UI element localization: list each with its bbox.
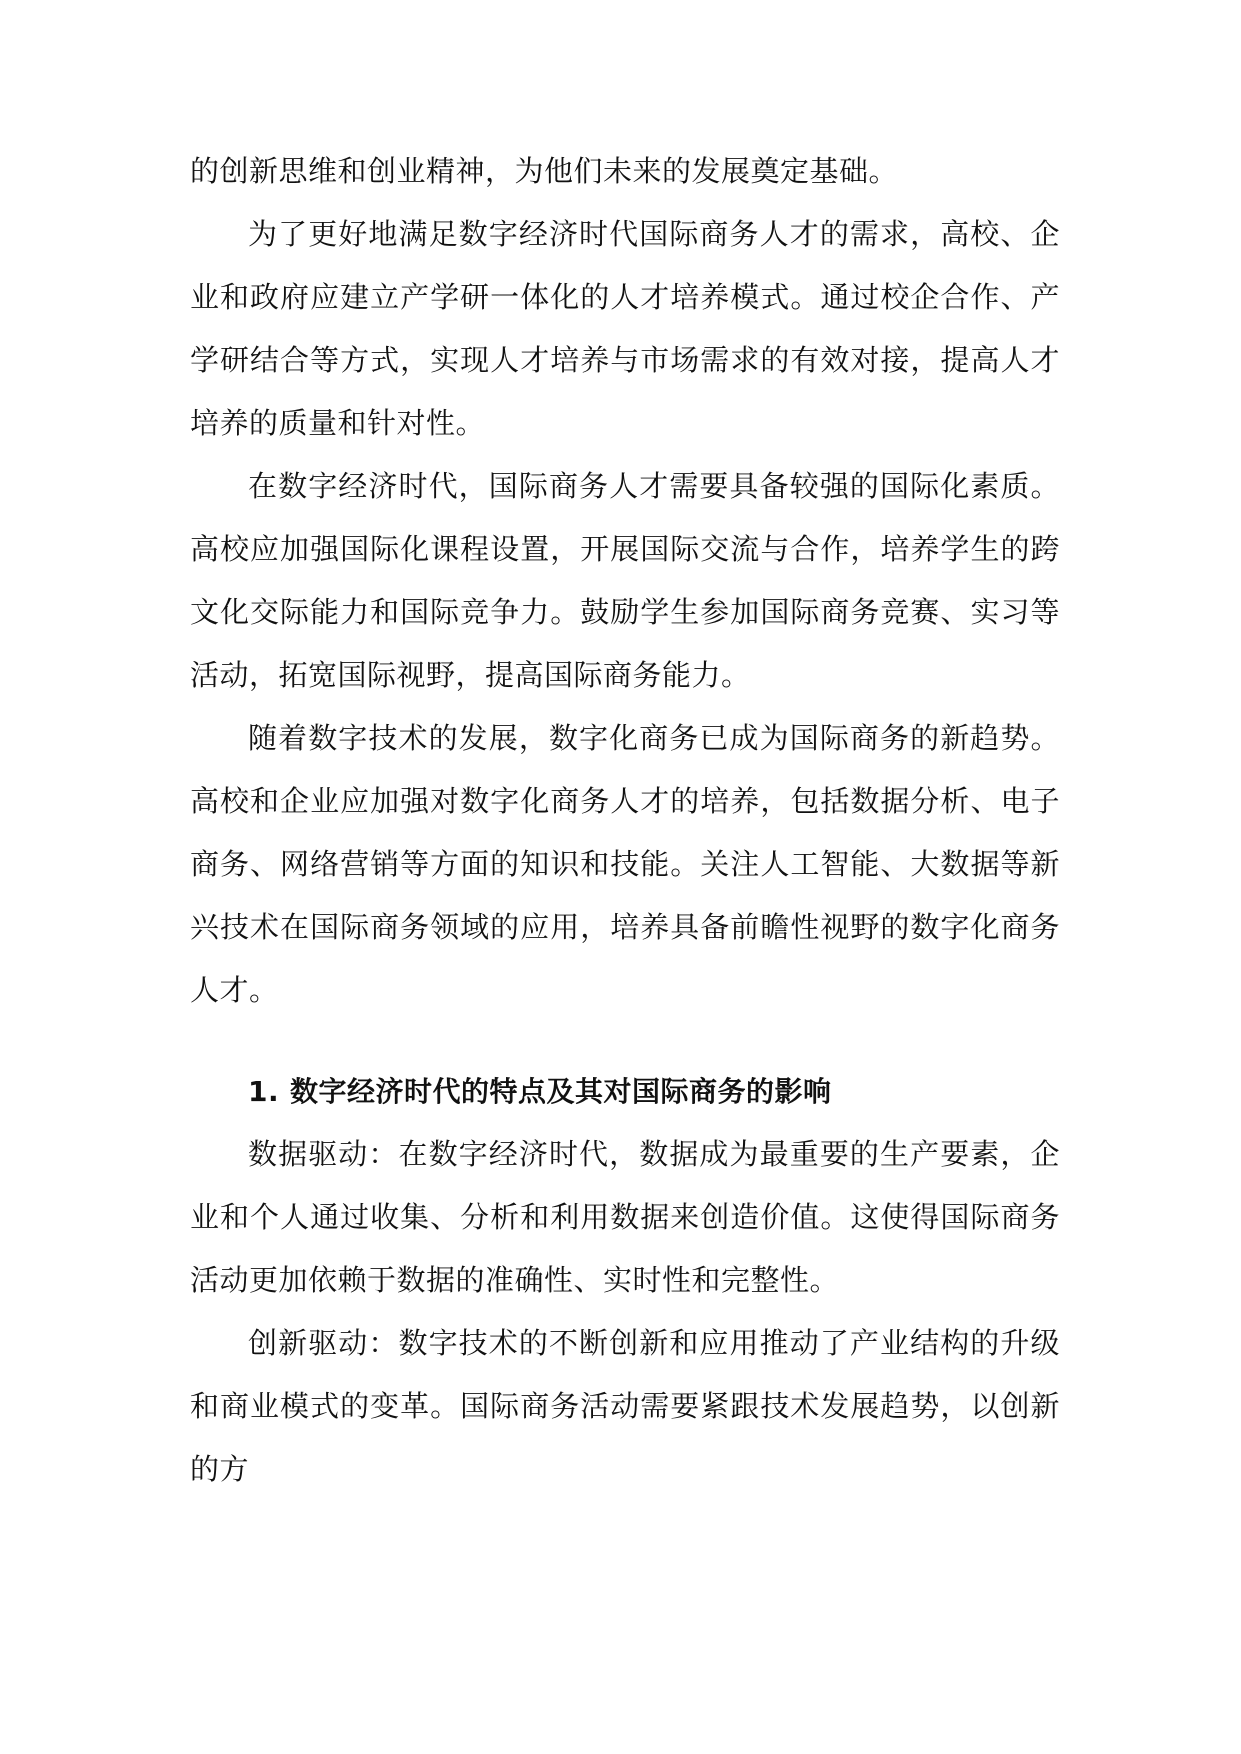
- paragraph-innovation-driven: 创新驱动：数字技术的不断创新和应用推动了产业结构的升级和商业模式的变革。国际商务活动需要紧跟技术发展趋势，以创新的方: [190, 1326, 1060, 1486]
- paragraph-internationalization: 在数字经济时代，国际商务人才需要具备较强的国际化素质。高校应加强国际化课程设置，开展国际交流与合作，培养学生的跨文化交际能力和国际竞争力。鼓励学生参加国际商务竞赛、实习等活动，拓宽国际视野，提高国际商务能力。: [190, 469, 1060, 692]
- section-title: 数字经济时代的特点及其对国际商务的影响: [290, 1075, 832, 1108]
- paragraph-data-driven: 数据驱动：在数字经济时代，数据成为最重要的生产要素，企业和个人通过收集、分析和利用数据来创造价值。这使得国际商务活动更加依赖于数据的准确性、实时性和完整性。: [190, 1137, 1060, 1297]
- paragraph-talent-model: 为了更好地满足数字经济时代国际商务人才的需求，高校、企业和政府应建立产学研一体化的人才培养模式。通过校企合作、产学研结合等方式，实现人才培养与市场需求的有效对接，提高人才培养的质量和针对性。: [190, 217, 1060, 440]
- document-body: [190, 140, 1060, 1501]
- section-number: 1.: [248, 1075, 280, 1108]
- section-heading: [190, 1060, 1060, 1123]
- paragraph-digital-business: 随着数字技术的发展，数字化商务已成为国际商务的新趋势。高校和企业应加强对数字化商务人才的培养，包括数据分析、电子商务、网络营销等方面的知识和技能。关注人工智能、大数据等新兴技术在国际商务领域的应用，培养具备前瞻性视野的数字化商务人才。: [190, 721, 1060, 1007]
- paragraph-continuation: 的创新思维和创业精神，为他们未来的发展奠定基础。: [190, 154, 899, 188]
